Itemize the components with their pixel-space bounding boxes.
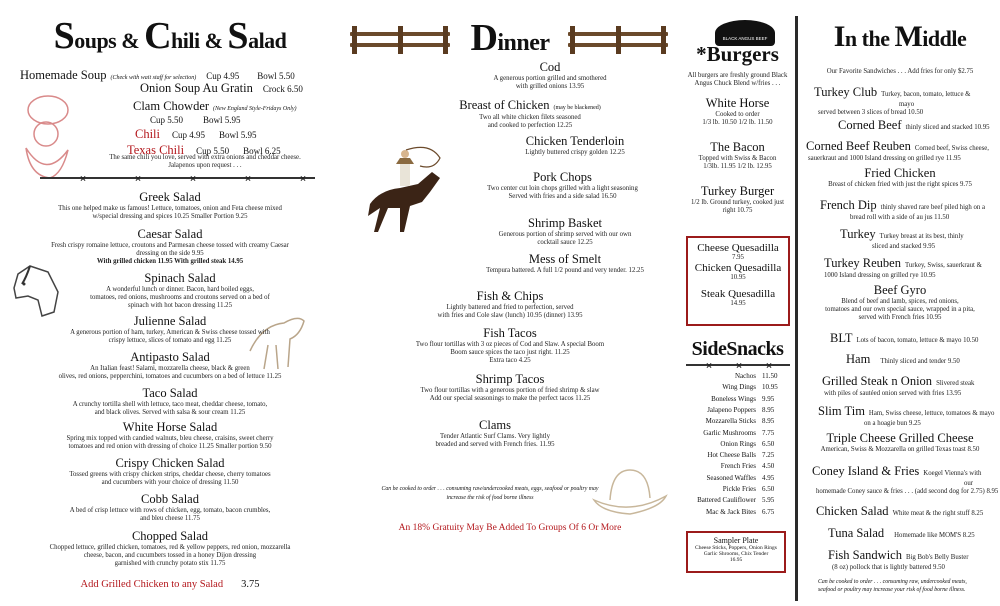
middle-subtitle: Our Favorite Sandwiches . . . Add fries for only $2.75 — [826, 68, 974, 75]
sidesnack-name: Seasoned Waffles — [706, 473, 756, 482]
corned-beef-item: Corned Beef thinly sliced and stacked 10.95 — [838, 118, 990, 132]
turkey-burger-item: Turkey Burger 1/2 lb. Ground turkey, cooked just right 10.75 — [690, 184, 784, 215]
turkey-item: Turkey Turkey breast at its best, thinly sliced and stacked 9.95 — [840, 227, 964, 250]
fence-right-icon — [568, 29, 668, 53]
black-angus-logo: BLACK ANGUS BEEF — [715, 20, 775, 46]
sidesnack-price: 6.75 — [762, 507, 775, 516]
chicken-tenderloin-item: Chicken Tenderloin Lightly buttered crispy golden 12.25 — [525, 134, 625, 156]
texas-chili-desc: The same chili you love, served with extra onions and cheddar cheese. Jalapenos upon request . . . — [109, 154, 301, 170]
sidesnack-price: 4.50 — [762, 462, 775, 471]
burgers-intro: All burgers are freshly ground Black Angus Chuck Blend w/fries . . . — [687, 72, 788, 88]
sidesnack-row — [688, 395, 788, 403]
sidesnack-row — [688, 406, 788, 414]
triple-cheese-item: Triple Cheese Grilled Cheese American, Swiss & Mozzarella on grilled Texas toast 8.50 — [820, 431, 980, 453]
dinner-title: Dinner — [470, 17, 550, 59]
turkey-reuben-item: Turkey Reuben Turkey, Swiss, sauerkraut & 1000 Island dressing on grilled rye 10.95 — [824, 256, 982, 279]
sidesnack-row — [688, 508, 788, 516]
middle-warning: Can be cooked to order . . . consuming raw, undercooked meats, seafood or poultry may increase your risk of food borne illness. — [818, 579, 967, 593]
sidesnack-row — [688, 440, 788, 448]
shrimp-basket-item: Shrimp Basket Generous portion of shrimp served with our own cocktail sauce 12.25 — [498, 216, 632, 247]
coney-island-item: Coney Island & Fries Koegel Vienna's with our homemade Coney sauce & fries . . . (add second dog for 2.75) 8.95 — [812, 464, 999, 496]
breast-of-chicken-item: Breast of Chicken (may be blackened) Two all white chicken filets seasoned and cooked to perfection 12.25 — [459, 98, 601, 130]
texas-chili-item: Texas Chili Cup 5.50 Bowl 6.25 — [127, 143, 281, 157]
sidesnack-name: Wing Dings — [722, 383, 756, 392]
sidesnack-row — [688, 372, 788, 380]
middle-title: In the Middle — [833, 20, 967, 53]
sidesnack-row — [688, 496, 788, 504]
sidesnack-price: 8.95 — [762, 417, 775, 426]
sidesnack-name: Jalapeno Poppers — [707, 405, 756, 414]
pork-chops-item: Pork Chops Two center cut loin chops grilled with a light seasoning Served with fries and a side salad 16.50 — [487, 170, 638, 201]
tuna-salad-item: Tuna Salad Homemade like MOM'S 8.25 — [828, 526, 975, 540]
sidesnacks-title: SideSnacks — [691, 338, 784, 360]
sidesnack-name: Mozzarella Sticks — [705, 417, 756, 426]
barbed-wire-divider — [40, 175, 315, 181]
clams-item: Clams Tender Atlantic Surf Clams. Very lightly breaded and served with French fries. 11.95 — [435, 418, 555, 449]
sidesnack-price: 11.50 — [762, 372, 778, 380]
sidesnack-price: 8.95 — [762, 405, 775, 414]
soups-chili-salad-section — [0, 0, 340, 606]
dinner-section — [340, 0, 680, 606]
chopped-salad-item: Chopped Salad Chopped lettuce, grilled chicken, tomatoes, red & yellow peppers, red onion, mozzarella cheese, bacon, and cucumbers tossed in a honey Dijon dressing garnished with crunchy potato stix 11.75 — [49, 529, 291, 568]
onion-soup-item: Onion Soup Au Gratin Crock 6.50 — [140, 81, 303, 95]
sidesnack-row — [688, 474, 788, 482]
sidesnack-price: 5.95 — [762, 496, 775, 505]
gratuity-note: An 18% Gratuity May Be Added To Groups Of 6 Or More — [398, 523, 622, 533]
blt-item: BLT Lots of bacon, tomato, lettuce & mayo 10.50 — [830, 331, 979, 345]
white-horse-salad-item: White Horse Salad Spring mix topped with candied walnuts, bleu cheese, craisins, sweet cherry tomatoes and red onion with dressing of choice 11.25 Smaller portion 9.50 — [66, 420, 274, 451]
sidesnack-price: 7.25 — [762, 451, 775, 460]
sidesnack-price: 7.75 — [762, 428, 775, 437]
clam-chowder-item: Clam Chowder (New England Style-Fridays Only) — [133, 99, 297, 113]
quesadillas-box: Cheese Quesadilla 7.95 Chicken Quesadilla 10.95 Steak Quesadilla 14.95 — [686, 236, 790, 326]
cod-item: Cod A generous portion grilled and smothered with grilled onions 13.95 — [493, 60, 607, 91]
chili-item: Chili Cup 4.95 Bowl 5.95 — [135, 127, 257, 141]
sidesnack-price: 10.95 — [762, 383, 778, 392]
corned-beef-reuben-item: Corned Beef Reuben Corned beef, Swiss cheese, sauerkraut and 1000 Island dressing on grilled rye 11.95 — [806, 139, 990, 162]
sidesnack-row — [688, 429, 788, 437]
dinner-warning: Can be cooked to order . . . consuming raw/undercooked meats, eggs, seafood or poultry may increase the risk of food borne illness — [381, 486, 599, 501]
homemade-soup-item: Homemade Soup (Check with wait staff for selection) Cup 4.95 Bowl 5.50 — [20, 68, 295, 82]
crispy-chicken-salad-item: Crispy Chicken Salad Tossed greens with crispy chicken strips, cheddar cheese, cherry tomatoes and cucumbers with your choice of dressing 11.50 — [69, 456, 271, 487]
the-bacon-burger-item: The Bacon Topped with Swiss & Bacon 1/3lb. 11.95 1/2 lb. 12.95 — [698, 140, 777, 171]
in-the-middle-section — [800, 0, 1000, 606]
sidesnack-price: 9.95 — [762, 394, 775, 403]
sidesnack-row — [688, 485, 788, 493]
fish-chips-item: Fish & Chips Lightly battered and fried to perfection, served with fries and Cole slaw (lunch) 10.95 (dinner) 13.95 — [437, 289, 583, 320]
grilled-steak-onion-item: Grilled Steak n Onion Slivered steak with piles of sautéed onion served with fries 13.95 — [822, 374, 975, 397]
sidesnack-row — [688, 462, 788, 470]
sidesnack-name: Battered Cauliflower — [697, 496, 756, 505]
clam-chowder-prices: Cup 5.50 Bowl 5.95 — [150, 115, 241, 125]
sidesnack-price: 4.95 — [762, 473, 775, 482]
fish-tacos-item: Fish Tacos Two flour tortillas with 3 oz pieces of Cod and Slaw. A special Boom Boom sauce spices the taco just right. 11.25 Extra taco 4.25 — [415, 326, 605, 365]
chicken-salad-item: Chicken Salad White meat & the right stuff 8.25 — [816, 504, 984, 518]
beef-gyro-item: Beef Gyro Blend of beef and lamb, spices, red onions, tomatoes and our own special sauce, wrapped in a pita, served with French fries 10.95 — [825, 283, 975, 322]
sidesnacks-wire-divider — [686, 362, 790, 368]
burgers-title: *Burgers — [696, 42, 779, 66]
cobb-salad-item: Cobb Salad A bed of crisp lettuce with rows of chicken, egg, tomato, bacon crumbles, and bleu cheese 11.75 — [69, 492, 271, 523]
fish-sandwich-item: Fish Sandwich Big Bob's Belly Buster (8 oz) pollock that is lightly battered 9.50 — [828, 548, 969, 571]
spinach-salad-item: Spinach Salad A wonderful lunch or dinner. Bacon, hard boiled eggs, tomatoes, red onions, mushrooms and croutons served on a bed of spinach with hot bacon dressing 11.25 — [90, 271, 270, 310]
sidesnack-price: 6.50 — [762, 439, 775, 448]
sidesnack-row — [688, 417, 788, 425]
sidesnack-row — [688, 451, 788, 459]
sidesnack-name: Hot Cheese Balls — [707, 451, 756, 460]
white-horse-burger-item: White Horse Cooked to order 1/3 lb. 10.50 1/2 lb. 11.50 — [702, 96, 773, 127]
sidesnack-row — [688, 383, 788, 391]
taco-salad-item: Taco Salad A crunchy tortilla shell with lettuce, taco meat, cheddar cheese, tomato, and black olives. Served with salsa & sour cream 11.25 — [72, 386, 268, 417]
fried-chicken-item: Fried Chicken Breast of chicken fried with just the right spices 9.75 — [828, 166, 972, 188]
sidesnack-name: Garlic Mushrooms — [703, 428, 756, 437]
sidesnack-price: 6.50 — [762, 485, 775, 493]
add-chicken-note: Add Grilled Chicken to any Salad 3.75 — [80, 579, 260, 590]
sidesnack-name: Mac & Jack Bites — [706, 507, 756, 516]
sidesnack-name: Boneless Wings — [711, 394, 756, 403]
sidesnack-name: Pickle Fries — [722, 485, 756, 493]
sidesnack-name: Onion Rings — [720, 439, 756, 448]
shrimp-tacos-item: Shrimp Tacos Two flour tortillas with a generous portion of fried shrimp & slaw Add our special seasonings to make the perfect tacos 11.25 — [420, 372, 600, 403]
ham-item: Ham Thinly sliced and tender 9.50 — [846, 352, 960, 366]
sidesnack-name: French Fries — [720, 462, 756, 471]
sidesnack-name: Nachos — [735, 372, 756, 380]
soups-title: Soups & Chili & Salad — [53, 15, 287, 57]
turkey-club-item: Turkey Club Turkey, bacon, tomato, lettuce & mayo served between 3 slices of bread 10.50 — [814, 85, 971, 117]
mess-of-smelt-item: Mess of Smelt Tempura battered. A full 1/2 pound and very tender. 12.25 — [486, 252, 644, 274]
slim-tim-item: Slim Tim Ham, Swiss cheese, lettuce, tomatoes & mayo on a hoagie bun 9.25 — [818, 404, 995, 427]
julienne-salad-item: Julienne Salad A generous portion of ham, turkey, American & Swiss cheese tossed with crispy lettuce, slices of tomato and egg 11.25 — [70, 314, 270, 345]
greek-salad-item: Greek Salad This one helped make us famous! Lettuce, tomatoes, onion and Feta cheese mixed w/special dressing and spices 10.25 Smaller Portion 9.25 — [58, 190, 282, 221]
caesar-salad-item: Caesar Salad Fresh crispy romaine lettuce, croutons and Parmesan cheese tossed with creamy Caesar dressing on the side 9.95 With grilled chicken 11.95 With grilled steak 14.95 — [51, 227, 289, 266]
column-divider-rope — [795, 16, 798, 601]
burgers-sidesnacks-section — [680, 0, 795, 606]
french-dip-item: French Dip thinly shaved rare beef piled high on a bread roll with a side of au jus 11.50 — [820, 198, 985, 221]
antipasto-salad-item: Antipasto Salad An Italian feast! Salami, mozzarella cheese, black & green olives, red onions, pepperchini, tomatoes and cucumbers on a bed of lettuce 11.25 — [58, 350, 282, 381]
sampler-box: Sampler Plate Cheese Sticks, Poppers, Onion Rings Garlic Shrooms, Chix Tender 16.95 — [686, 531, 786, 573]
